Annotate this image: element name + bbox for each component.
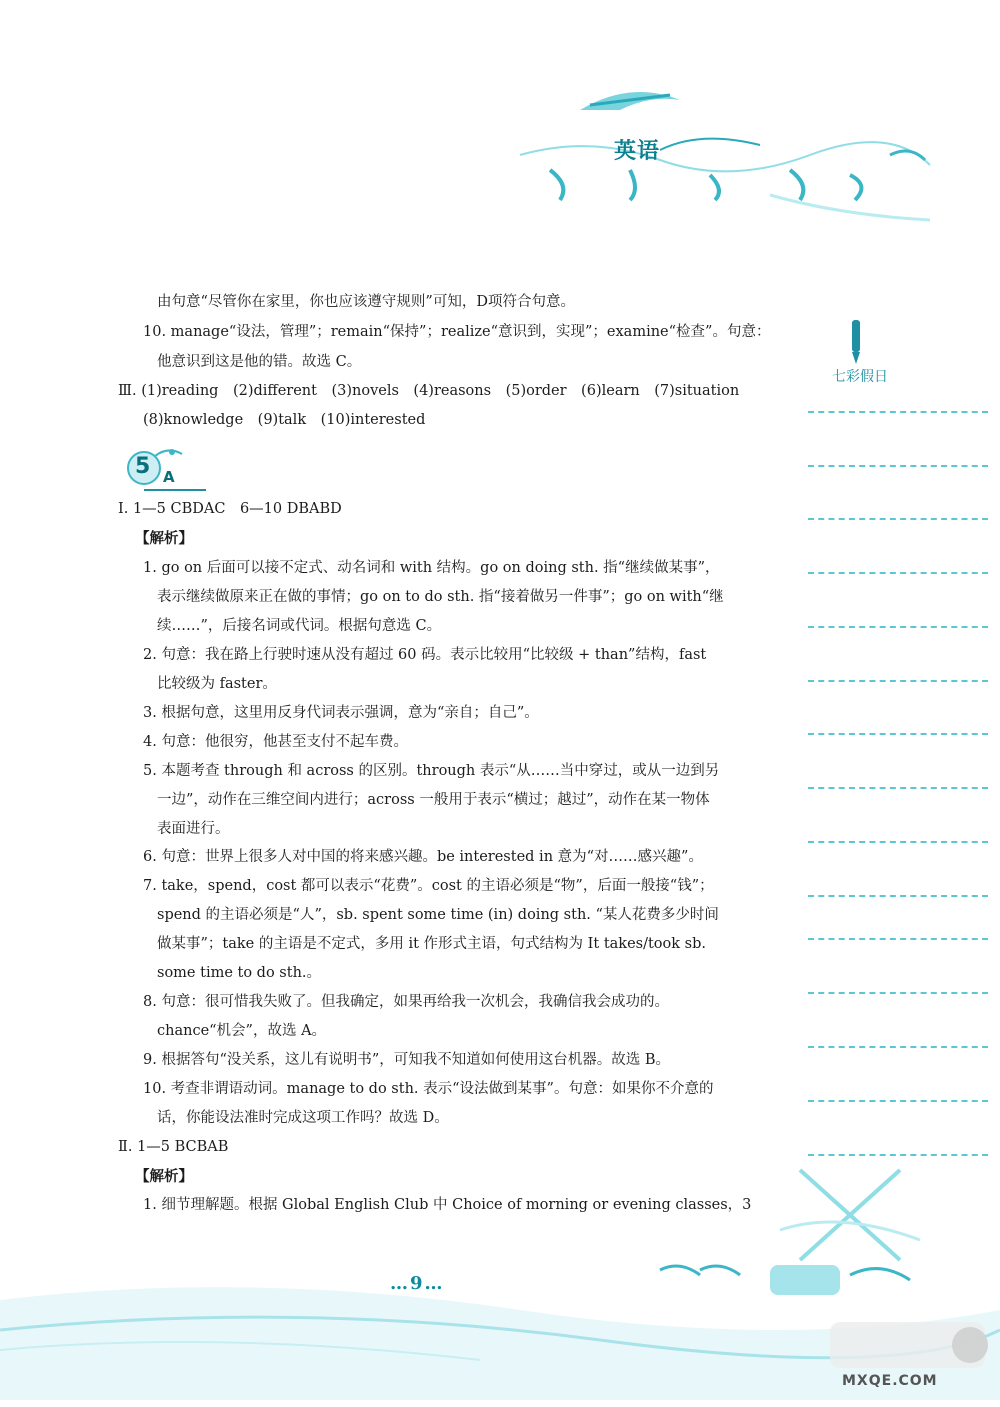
- notes-label: 七彩假日: [832, 369, 888, 385]
- note-line: [808, 841, 988, 843]
- text-line: Ⅱ. 1—5 BCBAB: [118, 1139, 229, 1155]
- text-line: 话，你能设法准时完成这项工作吗？故选 D。: [157, 1110, 449, 1126]
- text-line: 8. 句意：很可惜我失败了。但我确定，如果再给我一次机会，我确信我会成功的。: [143, 994, 669, 1010]
- text-line: 10. manage“设法，管理”；remain“保持”；realize“意识到，实现”；examine“检查”。句意：: [143, 324, 771, 340]
- text-line: 9. 根据答句“没关系，这儿有说明书”，可知我不知道如何使用这台机器。故选 B。: [143, 1052, 671, 1068]
- note-line: [808, 938, 988, 940]
- header-decoration: [510, 75, 940, 235]
- note-line: [808, 1100, 988, 1102]
- note-line: [808, 895, 988, 897]
- text-line: 1. go on 后面可以接不定式、动名词和 with 结构。go on doing sth. 指“继续做某事”，: [143, 560, 720, 576]
- note-line: [808, 787, 988, 789]
- text-line: 表示继续做原来正在做的事情；go on to do sth. 指“接着做另一件事”；go on with“继: [157, 589, 724, 605]
- text-line: 做某事”；take 的主语是不定式，多用 it 作形式主语，句式结构为 It takes/took sb.: [157, 936, 706, 952]
- analysis-heading: 【解析】: [135, 530, 193, 547]
- note-line: [808, 572, 988, 574]
- text-line: chance“机会”，故选 A。: [157, 1023, 327, 1039]
- text-line: 比较级为 faster。: [157, 676, 277, 692]
- text-line: 6. 句意：世界上很多人对中国的将来感兴趣。be interested in 意为“对……感兴趣”。: [143, 849, 703, 865]
- text-line: 表面进行。: [157, 821, 230, 837]
- section-letter: A: [163, 468, 175, 486]
- note-line: [808, 992, 988, 994]
- text-line: some time to do sth.。: [157, 965, 322, 981]
- text-line: 7. take，spend，cost 都可以表示“花费”。cost 的主语必须是“物”，后面一般接“钱”；: [143, 878, 714, 894]
- text-line: 4. 句意：他很穷，他甚至支付不起车费。: [143, 734, 408, 750]
- text-line: 3. 根据句意，这里用反身代词表示强调，意为“亲自；自己”。: [143, 705, 539, 721]
- note-line: [808, 626, 988, 628]
- text-line: Ⅲ. (1)reading (2)different (3)novels (4)reasons (5)order (6)learn (7)situation: [118, 383, 740, 399]
- note-line: [808, 465, 988, 467]
- text-line: 续……”，后接名词或代词。根据句意选 C。: [157, 618, 442, 634]
- text-line: 2. 句意：我在路上行驶时速从没有超过 60 码。表示比较用“比较级 + than”结构，fast: [143, 647, 707, 663]
- note-line: [808, 1046, 988, 1048]
- text-line: (8)knowledge (9)talk (10)interested: [143, 412, 426, 428]
- pen-icon: [846, 318, 866, 366]
- note-line: [808, 411, 988, 413]
- text-line: spend 的主语必须是“人”，sb. spent some time (in) doing sth. “某人花费多少时间: [157, 907, 719, 923]
- text-line: 5. 本题考查 through 和 across 的区别。through 表示“从……当中穿过，或从一边到另: [143, 763, 720, 779]
- page-number: …9…: [390, 1273, 445, 1294]
- note-line: [808, 733, 988, 735]
- text-line: 一边”，动作在三维空间内进行；across 一般用于表示“横过；越过”，动作在某一物体: [157, 792, 710, 808]
- text-line: 他意识到这是他的错。故选 C。: [157, 354, 362, 370]
- text-line: Ⅰ. 1—5 CBDAC 6—10 DBABD: [118, 501, 342, 517]
- text-line: 10. 考查非谓语动词。manage to do sth. 表示“设法做到某事”。句意：如果你不介意的: [143, 1081, 714, 1097]
- note-line: [808, 518, 988, 520]
- text-line: 由句意“尽管你在家里，你也应该遵守规则”可知，D项符合句意。: [157, 294, 575, 310]
- watermark-text: MXQE.COM: [842, 1373, 938, 1389]
- section-number: 5: [135, 454, 151, 479]
- text-line: 1. 细节理解题。根据 Global English Club 中 Choice of morning or evening classes，3: [143, 1197, 752, 1213]
- note-line: [808, 680, 988, 682]
- subject-title: 英语: [614, 139, 661, 164]
- analysis-heading: 【解析】: [135, 1168, 193, 1185]
